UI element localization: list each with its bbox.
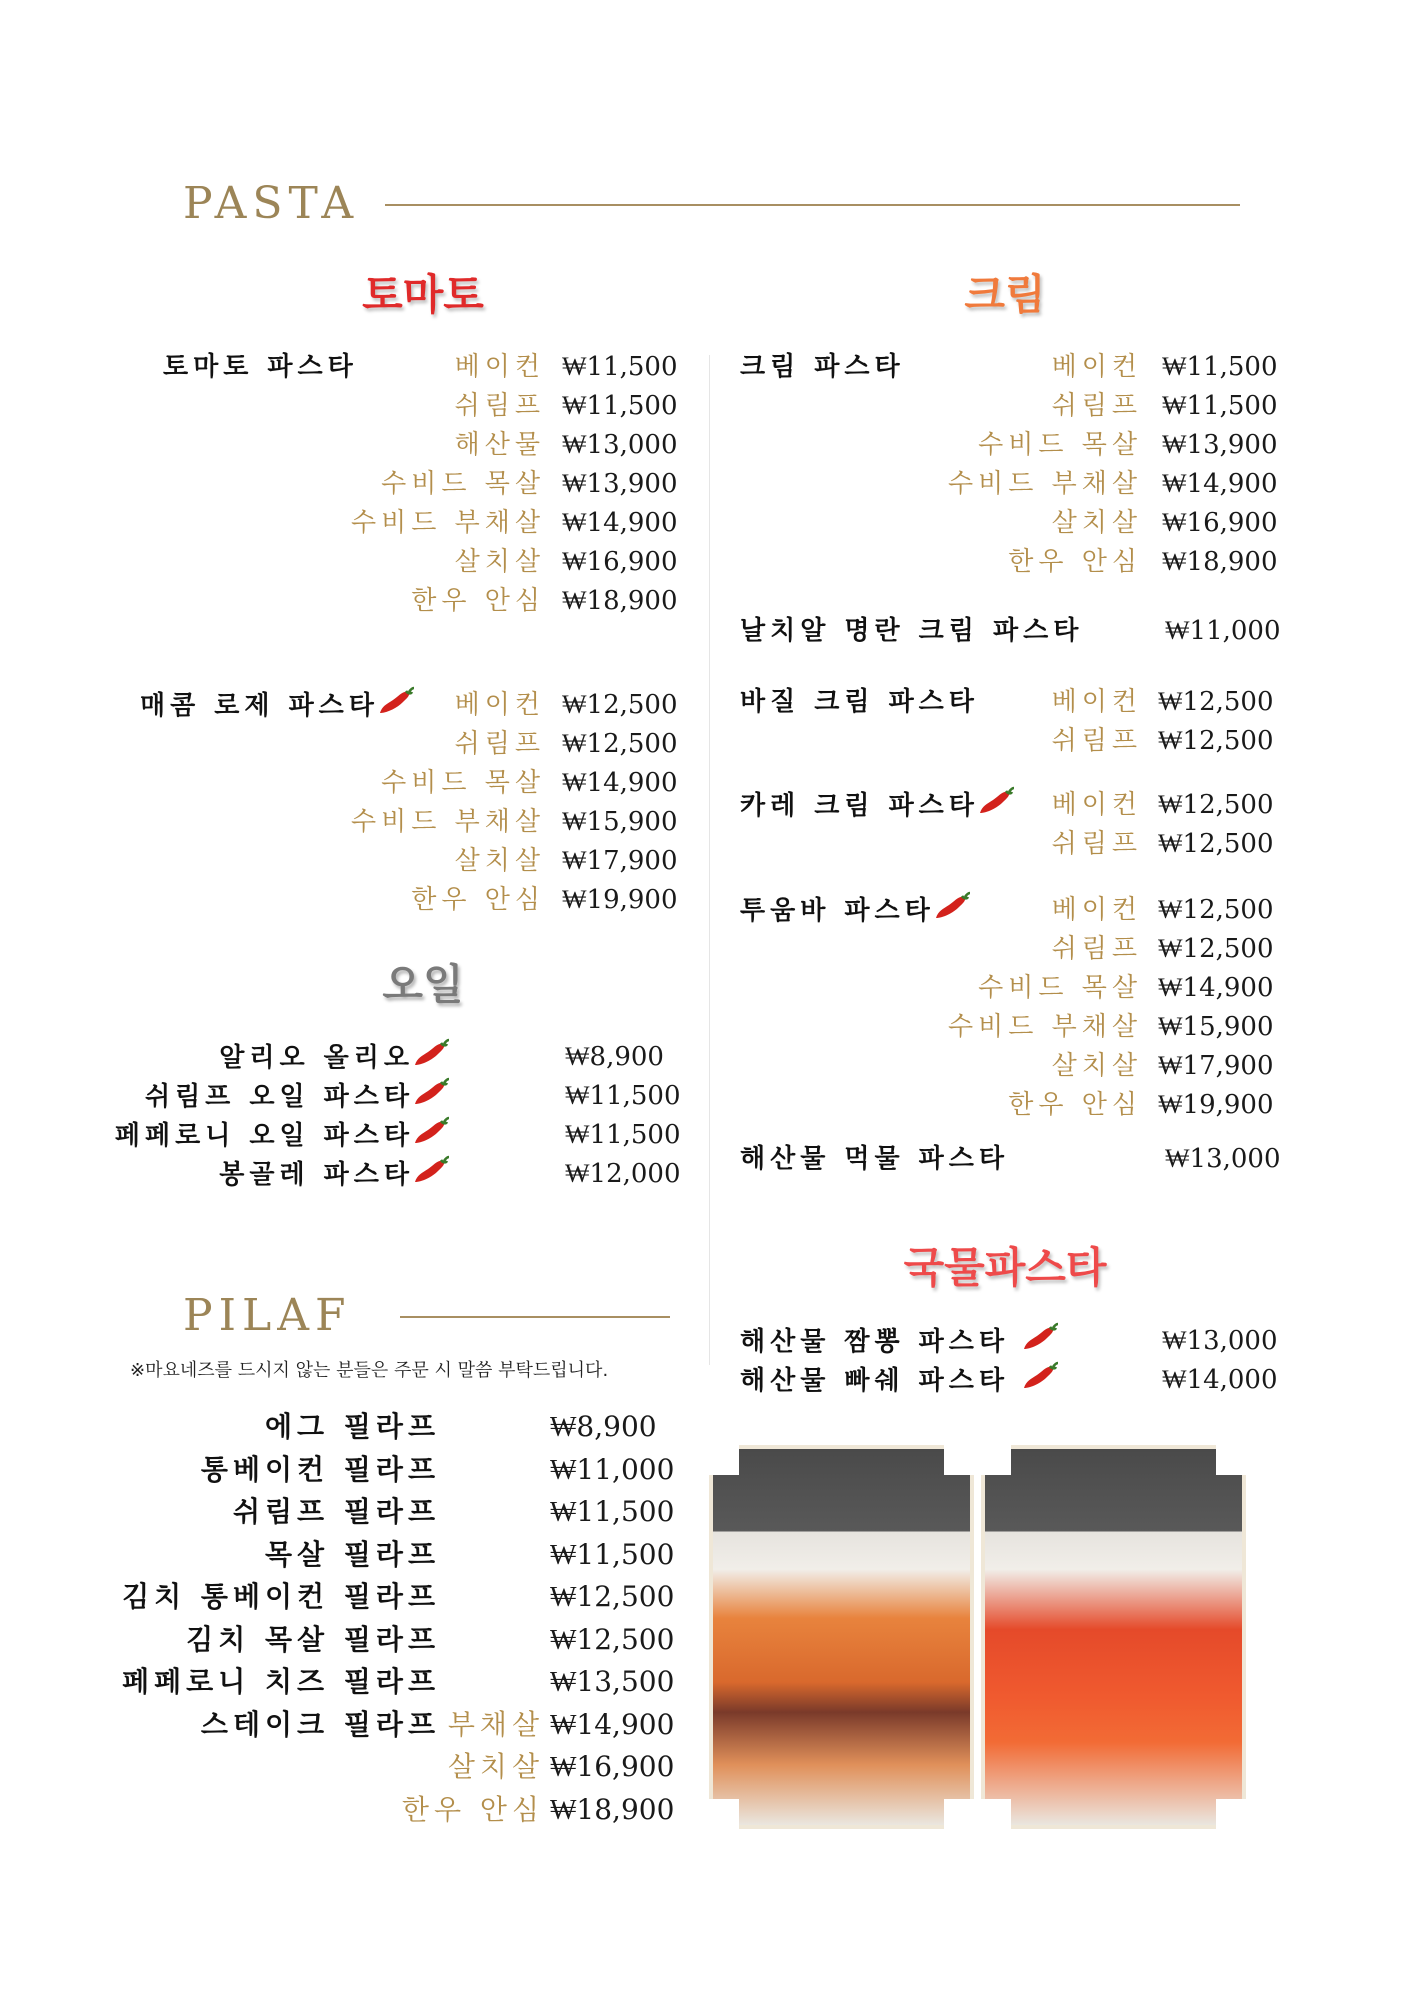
option-price: ₩18,900	[550, 1792, 675, 1826]
option-price: ₩11,500	[1162, 352, 1278, 382]
option-price: ₩14,900	[562, 768, 678, 798]
option-label: 수비드 목살	[978, 973, 1142, 1003]
option-price: ₩11,500	[1162, 391, 1278, 421]
pasta-section-title: PASTA	[183, 178, 360, 229]
option-label: 수비드 목살	[381, 768, 545, 798]
menu-item-name	[740, 1322, 1059, 1360]
option-price: ₩12,500	[1158, 726, 1274, 756]
option-price: ₩18,900	[1162, 547, 1278, 577]
option-price: ₩18,900	[562, 586, 678, 616]
chili-pepper-icon	[414, 1077, 450, 1118]
menu-item-price: ₩13,000	[1165, 1144, 1281, 1174]
option-price: ₩12,500	[1158, 829, 1274, 859]
option-price: ₩12,500	[1158, 934, 1274, 964]
menu-item-name: 김치 목살 필라프	[186, 1622, 440, 1656]
chili-pepper-icon	[414, 1116, 450, 1157]
option-label: 베이컨	[1051, 352, 1142, 382]
menu-item-label: 카레 크림 파스타	[740, 791, 979, 821]
chili-pepper-icon	[414, 1038, 450, 1079]
option-price: ₩17,900	[1158, 1051, 1274, 1081]
option-label: 수비드 부채살	[948, 1012, 1142, 1042]
option-price: ₩16,900	[562, 547, 678, 577]
option-label: 한우 안심	[1008, 1090, 1142, 1120]
option-price: ₩11,500	[562, 352, 678, 382]
option-label: 한우 안심	[411, 586, 545, 616]
menu-item-price: ₩11,500	[565, 1120, 681, 1150]
option-label: 살치살	[1051, 1051, 1142, 1081]
option-label: 살치살	[447, 1750, 544, 1783]
option-label: 베이컨	[454, 690, 545, 720]
menu-item-price: ₩11,000	[1165, 616, 1281, 646]
option-price: ₩13,900	[562, 469, 678, 499]
menu-item-name	[60, 1077, 450, 1115]
option-label: 베이컨	[1051, 790, 1142, 820]
menu-item-name	[60, 1038, 450, 1076]
option-label: 한우 안심	[1008, 547, 1142, 577]
option-price: ₩15,900	[562, 807, 678, 837]
option-label: 해산물	[454, 430, 545, 460]
tomato-category-title: 토마토	[362, 270, 484, 319]
option-label: 수비드 부채살	[948, 469, 1142, 499]
option-label: 베이컨	[454, 352, 545, 382]
menu-item-name: 날치알 명란 크림 파스타	[740, 616, 1084, 646]
menu-item-name: 에그 필라프	[265, 1410, 440, 1443]
option-price: ₩17,900	[562, 846, 678, 876]
option-price: ₩13,900	[1162, 430, 1278, 460]
menu-item-label: 봉골레 파스타	[219, 1160, 414, 1190]
option-label: 쉬림프	[454, 729, 545, 759]
option-price: ₩14,900	[1158, 973, 1274, 1003]
option-price: ₩16,900	[550, 1750, 675, 1783]
menu-item-name: 크림 파스타	[740, 352, 905, 382]
option-label: 수비드 부채살	[351, 508, 545, 538]
option-price: ₩16,900	[1162, 508, 1278, 538]
option-label: 쉬림프	[1051, 726, 1142, 756]
chili-pepper-icon	[1023, 1322, 1059, 1363]
chili-pepper-icon	[414, 1155, 450, 1196]
option-price: ₩12,500	[562, 729, 678, 759]
menu-item-label: 투움바 파스타	[740, 896, 935, 926]
menu-item-name: 통베이컨 필라프	[200, 1452, 440, 1486]
menu-item-name: 바질 크림 파스타	[740, 687, 979, 717]
menu-item-price: ₩12,500	[550, 1580, 675, 1613]
menu-item-price: ₩11,500	[550, 1537, 675, 1571]
option-label: 베이컨	[1051, 687, 1142, 717]
menu-item-label: 페페로니 오일 파스타	[114, 1121, 414, 1151]
option-price: ₩12,500	[562, 690, 678, 720]
chili-pepper-icon	[1023, 1361, 1059, 1402]
menu-item-label: 해산물 빠쉐 파스타	[740, 1366, 1024, 1396]
option-price: ₩13,000	[562, 430, 678, 460]
menu-item-price: ₩14,000	[1162, 1365, 1278, 1395]
menu-item-label: 해산물 짬뽕 파스타	[740, 1327, 1024, 1357]
menu-item-name: 스테이크 필라프	[200, 1707, 440, 1741]
pasta-photo-right	[981, 1445, 1246, 1829]
menu-item-price: ₩8,900	[550, 1410, 657, 1443]
option-label: 한우 안심	[411, 885, 545, 915]
menu-item-price: ₩11,000	[550, 1452, 675, 1486]
menu-item-price: ₩11,500	[565, 1081, 681, 1111]
option-price: ₩15,900	[1158, 1012, 1274, 1042]
option-label: 쉬림프	[1051, 829, 1142, 859]
menu-item-name: 해산물 먹물 파스타	[740, 1144, 1010, 1174]
menu-item-price: ₩8,900	[565, 1042, 664, 1072]
menu-item-label: 매콤 로제 파스타	[140, 691, 379, 721]
option-label: 부채살	[447, 1707, 544, 1741]
oil-category-title: 오일	[382, 960, 464, 1009]
pasta-title-rule	[385, 204, 1240, 206]
menu-item-name: 목살 필라프	[265, 1537, 440, 1571]
option-price: ₩14,900	[1162, 469, 1278, 499]
menu-item-price: ₩12,500	[550, 1622, 675, 1656]
menu-item-name: 쉬림프 필라프	[232, 1495, 440, 1528]
menu-item-label: 쉬림프 오일 파스타	[144, 1082, 414, 1112]
option-price: ₩11,500	[562, 391, 678, 421]
pilaf-title-rule	[400, 1316, 670, 1318]
menu-item-price: ₩13,000	[1162, 1326, 1278, 1356]
option-price: ₩14,900	[550, 1707, 675, 1741]
option-price: ₩12,500	[1158, 687, 1274, 717]
option-label: 쉬림프	[1051, 391, 1142, 421]
option-price: ₩12,500	[1158, 790, 1274, 820]
menu-item-name: 김치 통베이컨 필라프	[122, 1580, 440, 1613]
menu-item-name	[740, 1361, 1059, 1399]
option-label: 쉬림프	[1051, 934, 1142, 964]
option-label: 수비드 부채살	[351, 807, 545, 837]
option-label: 베이컨	[1051, 895, 1142, 925]
cream-category-title: 크림	[964, 270, 1046, 319]
menu-item-price: ₩12,000	[565, 1159, 681, 1189]
menu-item-name	[60, 1116, 450, 1154]
menu-item-label: 알리오 올리오	[219, 1043, 414, 1073]
option-label: 한우 안심	[401, 1792, 544, 1826]
menu-item-price: ₩11,500	[550, 1495, 675, 1528]
pilaf-note: ※마요네즈를 드시지 않는 분들은 주문 시 말씀 부탁드립니다.	[130, 1360, 609, 1381]
option-price: ₩12,500	[1158, 895, 1274, 925]
option-price: ₩19,900	[562, 885, 678, 915]
option-label: 살치살	[454, 547, 545, 577]
column-divider	[709, 355, 710, 1365]
option-label: 수비드 목살	[978, 430, 1142, 460]
pasta-photo-left	[709, 1445, 974, 1829]
menu-item-name: 페페로니 치즈 필라프	[122, 1665, 440, 1698]
option-label: 쉬림프	[454, 391, 545, 421]
option-label: 수비드 목살	[381, 469, 545, 499]
pilaf-section-title: PILAF	[183, 1290, 352, 1341]
option-label: 살치살	[1051, 508, 1142, 538]
option-label: 살치살	[454, 846, 545, 876]
soup-category-title: 국물파스타	[903, 1243, 1107, 1292]
option-price: ₩19,900	[1158, 1090, 1274, 1120]
option-price: ₩14,900	[562, 508, 678, 538]
menu-item-price: ₩13,500	[550, 1665, 675, 1698]
menu-item-name: 토마토 파스타	[163, 352, 358, 382]
menu-item-name	[60, 1155, 450, 1193]
